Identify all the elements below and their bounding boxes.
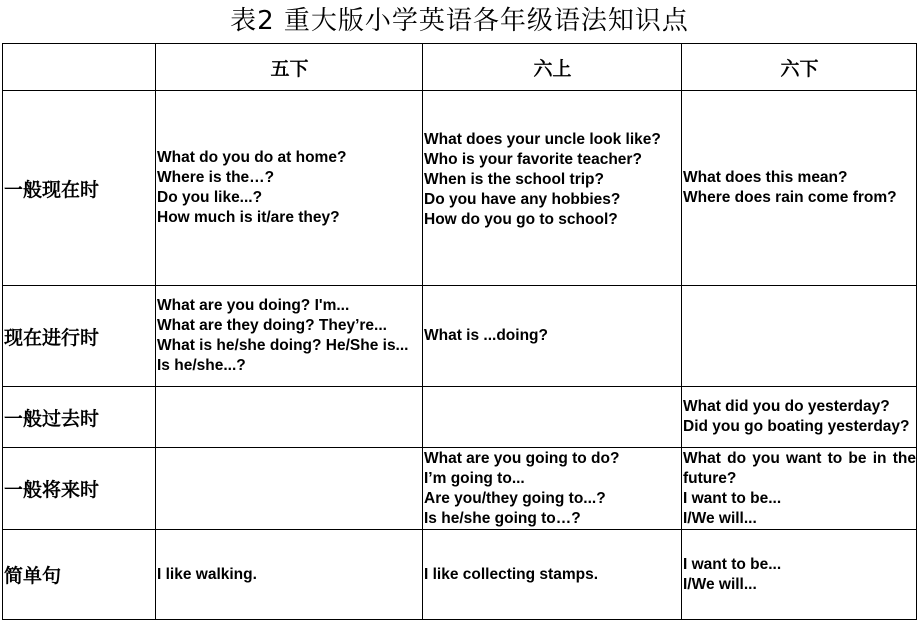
table-cell bbox=[156, 530, 423, 620]
sentence: What do you want to be in the future? bbox=[683, 449, 916, 487]
header-grade-5b: 五下 bbox=[156, 44, 423, 91]
table-title: 表2 重大版小学英语各年级语法知识点 bbox=[230, 6, 689, 36]
row-label: 简单句 bbox=[3, 530, 156, 620]
table-cell bbox=[682, 448, 917, 530]
sentence: I like collecting stamps. bbox=[424, 565, 599, 583]
sentence: What are you doing? I'm... bbox=[157, 297, 350, 314]
table-cell bbox=[423, 286, 682, 387]
table-cell bbox=[682, 387, 917, 448]
sentence: I’m going to... bbox=[424, 469, 525, 487]
table-cell bbox=[156, 387, 423, 448]
sentence: I/We will... bbox=[683, 509, 757, 527]
sentence: I/We will... bbox=[683, 575, 757, 593]
sentence: I want to be... bbox=[683, 489, 782, 507]
sentence: Where is the…? bbox=[157, 169, 275, 186]
row-label: 现在进行时 bbox=[3, 286, 156, 387]
table-cell bbox=[682, 91, 917, 286]
table-cell bbox=[156, 91, 423, 286]
sentence: How do you go to school? bbox=[424, 211, 618, 228]
table-cell bbox=[682, 530, 917, 620]
header-empty-cell bbox=[3, 44, 156, 91]
table-row bbox=[3, 387, 917, 448]
table-cell bbox=[682, 286, 917, 387]
header-row bbox=[3, 44, 917, 91]
table-cell bbox=[423, 448, 682, 530]
sentence: What are they doing? They’re... bbox=[157, 317, 387, 334]
table-cell bbox=[156, 286, 423, 387]
sentence: What does your uncle look like? bbox=[424, 131, 661, 148]
table-cell bbox=[156, 448, 423, 530]
sentence: I like walking. bbox=[157, 565, 257, 583]
sentence: When is the school trip? bbox=[424, 171, 604, 188]
table-row bbox=[3, 448, 917, 530]
sentence: Are you/they going to...? bbox=[424, 489, 606, 507]
table-row bbox=[3, 530, 917, 620]
row-label: 一般过去时 bbox=[3, 387, 156, 448]
sentence: I want to be... bbox=[683, 555, 782, 573]
header-grade-6a: 六上 bbox=[423, 44, 682, 91]
sentence: Do you like...? bbox=[157, 189, 263, 206]
sentence: Is he/she going to…? bbox=[424, 509, 581, 527]
sentence: What are you going to do? bbox=[424, 449, 620, 467]
sentence: How much is it/are they? bbox=[157, 209, 340, 226]
sentence: Did you go boating yesterday? bbox=[683, 418, 910, 435]
sentence: What is he/she doing? He/She is... bbox=[157, 337, 409, 354]
sentence: What did you do yesterday? bbox=[683, 398, 890, 415]
sentence: What do you do at home? bbox=[157, 149, 347, 166]
sentence: Do you have any hobbies? bbox=[424, 191, 621, 208]
table-cell bbox=[423, 387, 682, 448]
sentence: What does this mean? bbox=[683, 169, 848, 186]
grammar-table bbox=[2, 43, 917, 620]
sentence: Is he/she...? bbox=[157, 357, 246, 374]
sentence: Where does rain come from? bbox=[683, 189, 897, 206]
table-row bbox=[3, 91, 917, 286]
table-row bbox=[3, 286, 917, 387]
row-label: 一般将来时 bbox=[3, 448, 156, 530]
sentence: Who is your favorite teacher? bbox=[424, 151, 642, 168]
table-cell bbox=[423, 530, 682, 620]
table-cell bbox=[423, 91, 682, 286]
header-grade-6b: 六下 bbox=[682, 44, 917, 91]
sentence: What is ...doing? bbox=[424, 327, 548, 344]
row-label: 一般现在时 bbox=[3, 91, 156, 286]
